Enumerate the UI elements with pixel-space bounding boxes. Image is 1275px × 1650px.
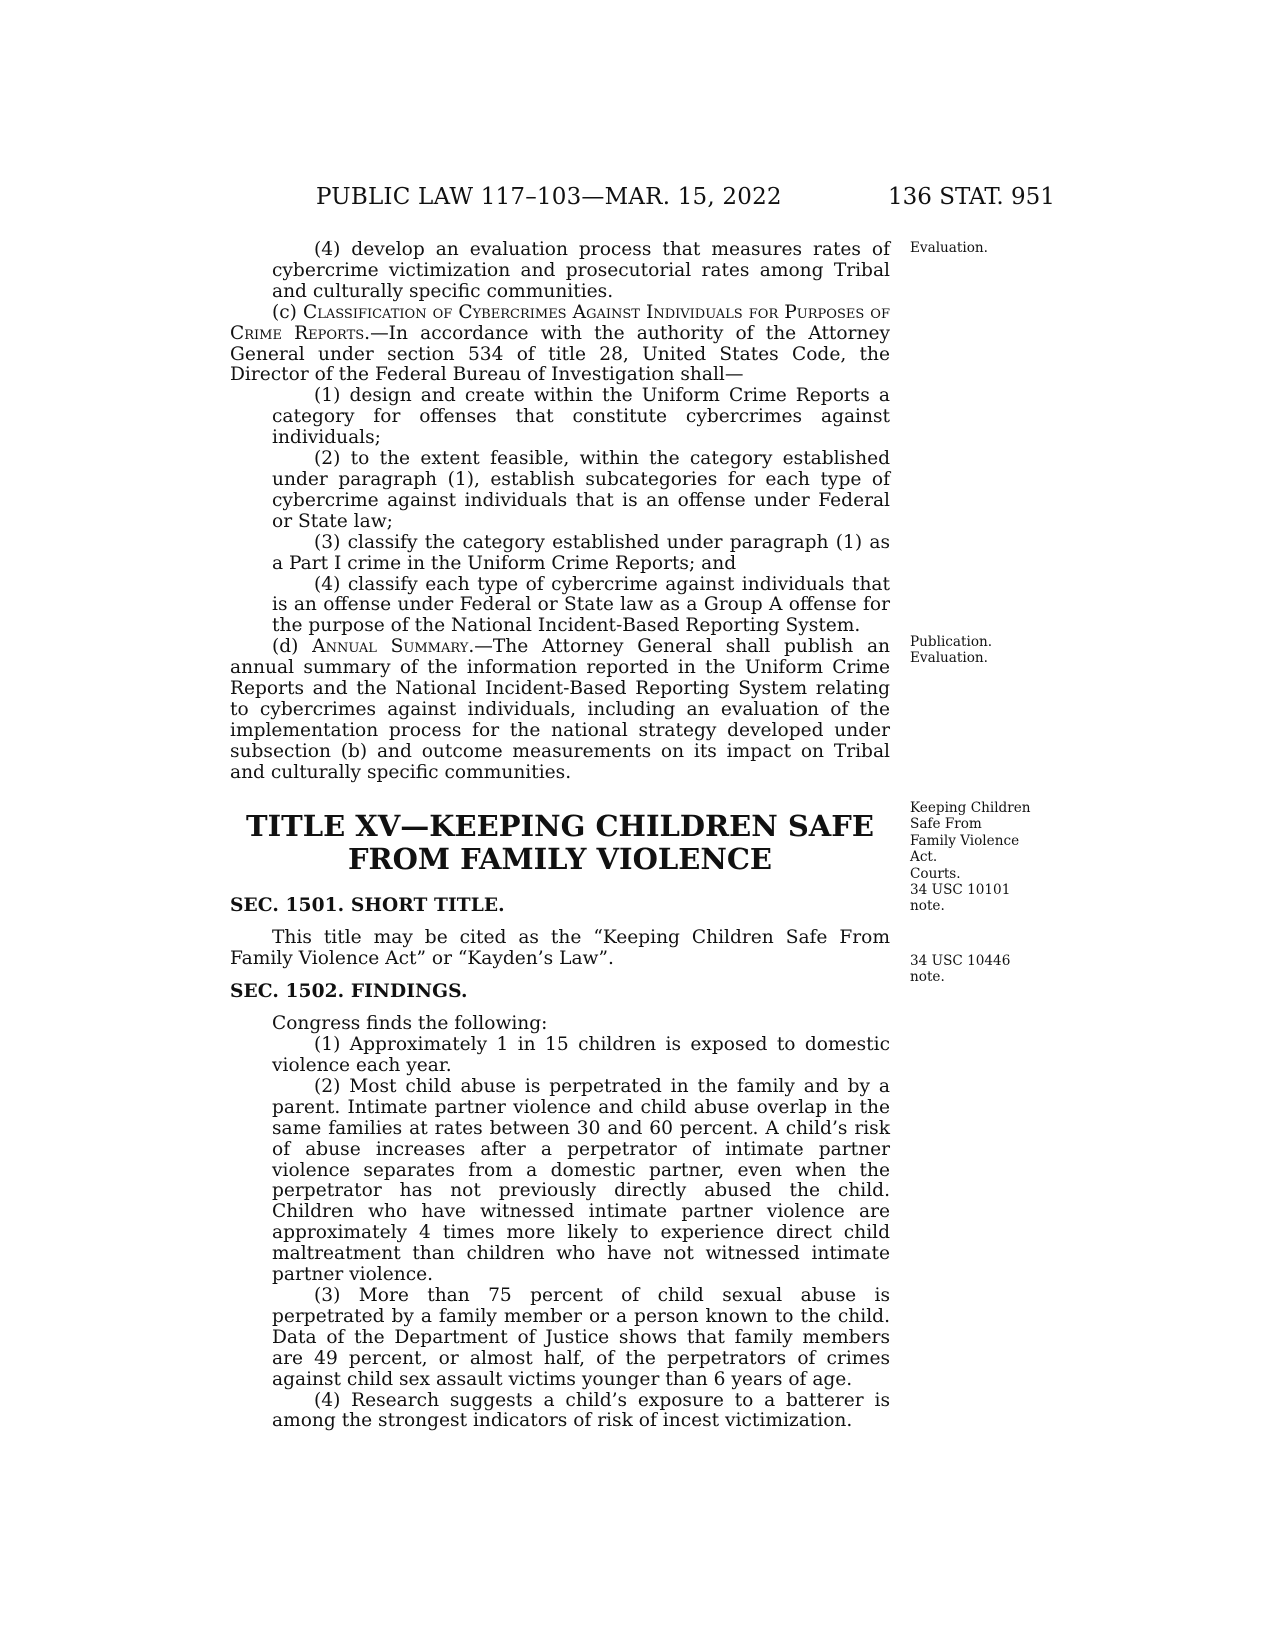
- findings-intro: Congress finds the following:: [272, 1013, 548, 1035]
- title-heading: TITLE XV—KEEPING CHILDREN SAFE FROM FAMILY VIOLENCE: [245, 808, 874, 876]
- finding-2: (2) Most child abuse is perpetrated in the family and by a parent. Intimate partner violence and child abuse overlap in the same families at rates between 30 and 60 percent. A child’s risk of abuse increases after a perpetrator of intimate partner violence separates from a domestic partner, even when the perpetrator has not previously directly abused the child. Children who have witnessed intimate partner violence are approximately 4 times more likely to experience direct child maltreatment than children who have not witnessed intimate partner violence.: [272, 1075, 890, 1286]
- paragraph-c1: (1) design and create within the Uniform Crime Reports a category for offenses that constitute cybercrimes against individuals;: [272, 385, 890, 449]
- subsection-d: (d) Annual Summary.—The Attorney General shall publish an annual summary of the information reported in the Uniform Crime Reports and the National Incident-Based Reporting System relating to cybercrimes against individuals, including an evaluation of the implementation process for the national strategy developed under subsection (b) and outcome measurements on its impact on Tribal and culturally specific communities.: [230, 636, 890, 783]
- subsection-c-heading: Classification of Cybercrimes Against Individuals for Purposes of Crime Reports: [230, 301, 890, 344]
- margin-note-publication: Publication. Evaluation.: [910, 634, 993, 667]
- paragraph-b4: (4) develop an evaluation process that measures rates of cybercrime victimization and prosecutorial rates among Tribal and culturally specific communities.: [272, 239, 890, 302]
- subsection-d-heading: Annual Summary: [312, 636, 469, 658]
- section-1501-text: This title may be cited as the “Keeping Children Safe From Family Violence Act” or “Kayden’s Law”.: [230, 927, 890, 970]
- margin-note-evaluation: Evaluation.: [910, 240, 988, 256]
- finding-1: (1) Approximately 1 in 15 children is exposed to domestic violence each year.: [272, 1034, 890, 1076]
- section-1501-heading: SEC. 1501. SHORT TITLE.: [230, 894, 505, 916]
- finding-3: (3) More than 75 percent of child sexual abuse is perpetrated by a family member or a person known to the child. Data of the Department of Justice shows that family members are 49 percent, or almost half, of the perpetrators of crimes against child sex assault victims younger than 6 years of age.: [272, 1284, 890, 1390]
- margin-note-act: Keeping Children Safe From Family Violence Act. Courts. 34 USC 10101 note.: [910, 800, 1031, 915]
- subsection-c: (c) Classification of Cybercrimes Against Individuals for Purposes of Crime Reports.—In accordance with the authority of the Attorney General under section 534 of title 28, United States Code, the Director of the Federal Bureau of Investigation shall—: [230, 301, 890, 386]
- running-header-title: PUBLIC LAW 117–103—MAR. 15, 2022: [316, 184, 782, 210]
- margin-note-usc: 34 USC 10446 note.: [910, 953, 1011, 986]
- paragraph-c3: (3) classify the category established under paragraph (1) as a Part I crime in the Uniform Crime Reports; and: [272, 531, 890, 574]
- page-number: 136 STAT. 951: [888, 184, 1055, 210]
- paragraph-c2: (2) to the extent feasible, within the category established under paragraph (1), establish subcategories for each type of cybercrime against individuals that is an offense under Federal or State law;: [272, 448, 890, 532]
- section-1502-heading: SEC. 1502. FINDINGS.: [230, 981, 468, 1003]
- document-body: [230, 240, 890, 1432]
- finding-4: (4) Research suggests a child’s exposure to a batterer is among the strongest indicators of risk of incest victimization.: [272, 1389, 890, 1432]
- paragraph-c4: (4) classify each type of cybercrime against individuals that is an offense under Federal or State law as a Group A offense for the purpose of the National Incident-Based Reporting System.: [272, 573, 890, 637]
